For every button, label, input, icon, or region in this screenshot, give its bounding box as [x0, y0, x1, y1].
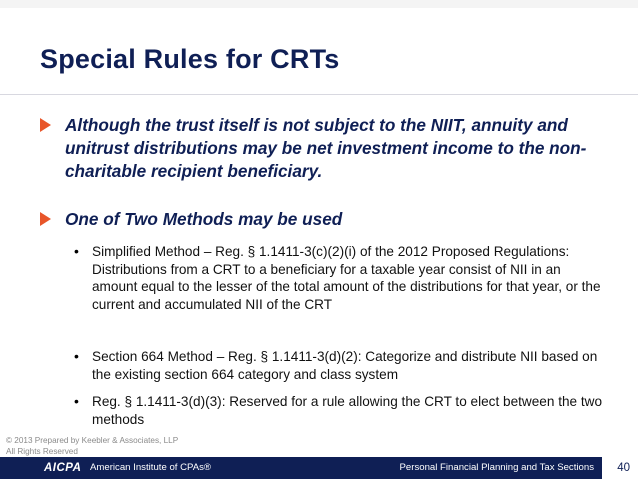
aicpa-logo: AICPA: [44, 462, 82, 474]
copyright-line: © 2013 Prepared by Keebler & Associates, LLP: [6, 436, 179, 445]
footer-bar: [0, 457, 638, 479]
bullet-text: Although the trust itself is not subject to the NIIT, annuity and unitrust distributions may be net investment income to the non-charitable recipient beneficiary.: [65, 115, 587, 181]
bullet-item: [40, 208, 600, 232]
arrow-bullet-icon: [40, 212, 51, 226]
page-number: 40: [617, 462, 630, 474]
top-band: [0, 0, 638, 8]
rights-line: All Rights Reserved: [6, 446, 78, 456]
dot-bullet-icon: •: [74, 393, 79, 409]
page-number-box: [602, 457, 638, 479]
sub-bullet-text: Reg. § 1.1411-3(d)(3): Reserved for a rule allowing the CRT to elect between the two methods: [92, 394, 603, 427]
dot-bullet-icon: •: [74, 348, 79, 364]
section-name: Personal Financial Planning and Tax Sections: [399, 462, 594, 473]
sub-bullet-text: Simplified Method – Reg. § 1.1411-3(c)(2)(i) of the 2012 Proposed Regulations: Distributions from a CRT to a beneficiary for a taxable year consist of NII in an amount equal to the lesser of the total amount of the distributions for that year, or the current and accumulated NII of the CRT: [92, 244, 601, 312]
sub-bullet-text: Section 664 Method – Reg. § 1.1411-3(d)(2): Categorize and distribute NII based on the existing section 664 category and class system: [92, 349, 598, 382]
arrow-bullet-icon: [40, 118, 51, 132]
bullet-item: [40, 114, 600, 209]
bullet-text: One of Two Methods may be used: [65, 209, 343, 229]
dot-bullet-icon: •: [74, 243, 79, 259]
title-divider: [0, 94, 638, 95]
copyright-notice: [6, 436, 178, 457]
slide-title: Special Rules for CRTs: [40, 44, 340, 74]
org-name: American Institute of CPAs®: [90, 462, 211, 473]
